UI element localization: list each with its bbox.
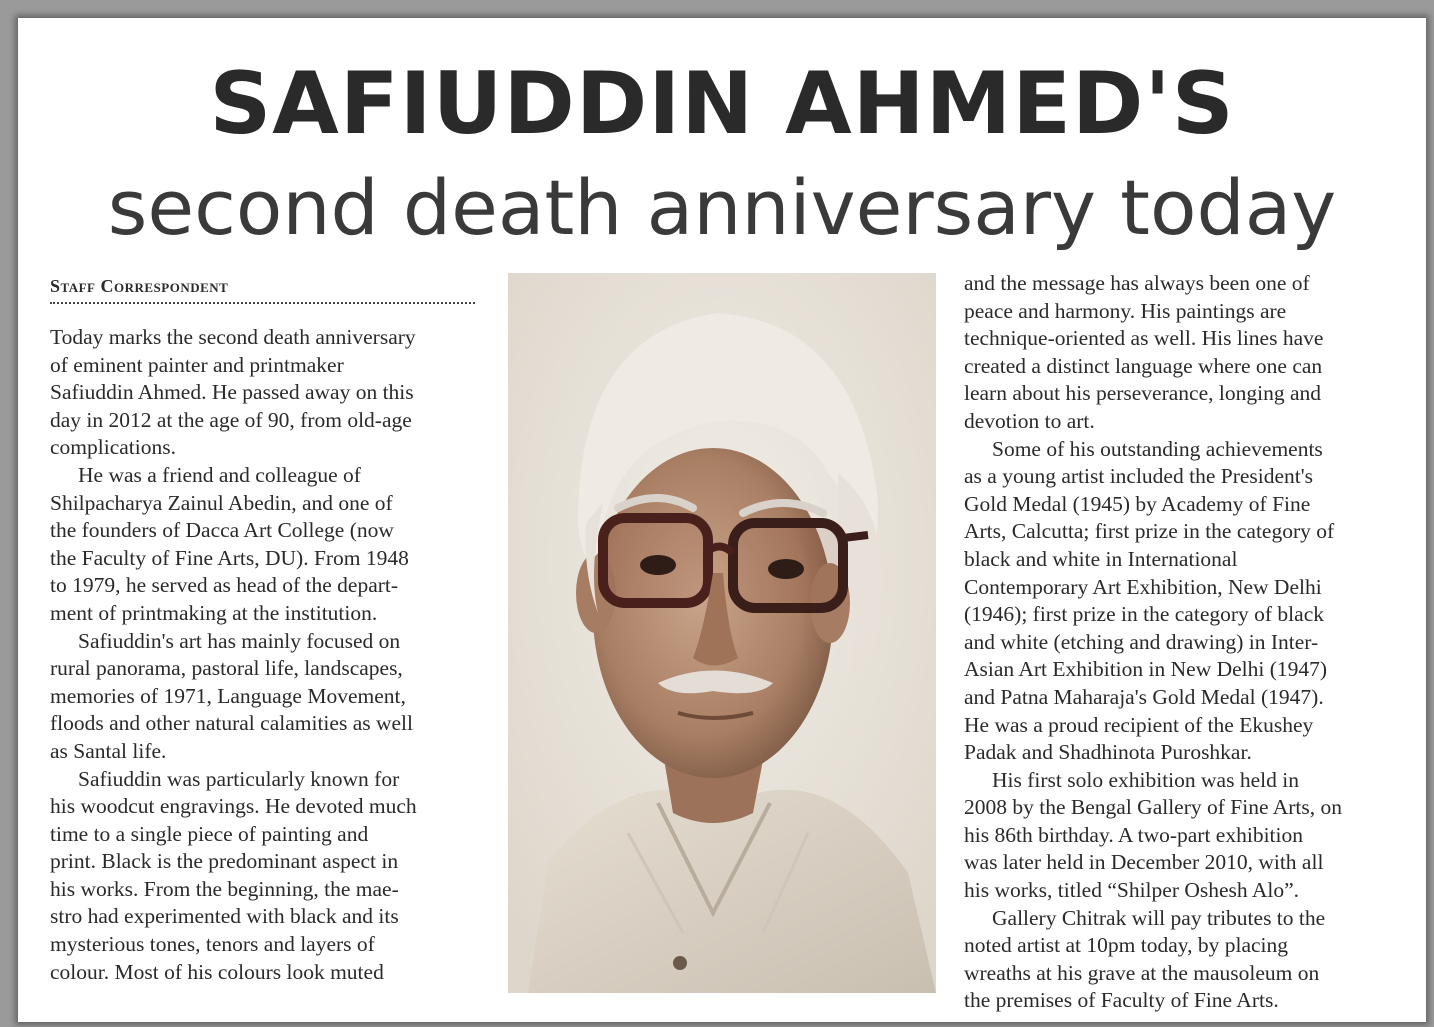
article-paragraph	[964, 270, 1404, 436]
text-line: (1946); first prize in the category of black	[964, 602, 1324, 627]
text-line: mysterious tones, tenors and layers of	[50, 932, 375, 957]
text-line: as a young artist included the President's	[964, 464, 1313, 489]
text-line: rural panorama, pastoral life, landscapes,	[50, 656, 403, 681]
text-line: learn about his perseverance, longing and	[964, 381, 1322, 406]
text-line: his works. From the beginning, the mae-	[50, 876, 399, 901]
text-line: Shilpacharya Zainul Abedin, and one of	[50, 490, 393, 515]
text-line: the founders of Dacca Art College (now	[50, 518, 394, 543]
text-line: wreaths at his grave at the mausoleum on	[964, 960, 1320, 985]
text-line: of eminent painter and printmaker	[50, 352, 344, 377]
text-line: Some of his outstanding achievements	[992, 436, 1323, 461]
text-line: and Patna Maharaja's Gold Medal (1947).	[964, 684, 1324, 709]
text-line: He was a friend and colleague of	[78, 462, 361, 487]
text-line: and the message has always been one of	[964, 271, 1310, 295]
text-line: complications.	[50, 435, 176, 460]
subheadline: second death anniversary today	[107, 163, 1337, 252]
text-line: was later held in December 2010, with all	[964, 850, 1324, 875]
article-paragraph	[964, 767, 1404, 905]
article-paragraph	[964, 436, 1404, 767]
text-line: peace and harmony. His paintings are	[964, 298, 1287, 323]
article-paragraph	[50, 462, 490, 628]
text-line: 2008 by the Bengal Gallery of Fine Arts, on	[964, 795, 1342, 820]
text-line: his woodcut engravings. He devoted much	[50, 794, 417, 819]
text-line: Asian Art Exhibition in New Delhi (1947)	[964, 657, 1328, 682]
text-line: print. Black is the predominant aspect in	[50, 849, 399, 874]
text-line: noted artist at 10pm today, by placing	[964, 933, 1289, 958]
text-line: his works, titled “Shilper Oshesh Alo”.	[964, 878, 1300, 903]
article-paragraph	[964, 905, 1404, 1015]
text-line: as Santal life.	[50, 738, 167, 763]
portrait-photo	[508, 273, 936, 993]
newspaper-clipping	[18, 18, 1426, 1022]
text-line: Arts, Calcutta; first prize in the category of	[964, 519, 1335, 544]
article-column-right	[964, 270, 1404, 1015]
text-line: Safiuddin's art has mainly focused on	[78, 628, 401, 653]
byline-divider	[50, 302, 475, 304]
byline: Staff Correspondent	[50, 276, 229, 296]
article-paragraph	[50, 766, 490, 987]
text-line: the Faculty of Fine Arts, DU). From 1948	[50, 545, 409, 570]
text-line: He was a proud recipient of the Ekushey	[964, 712, 1314, 737]
text-line: ment of printmaking at the institution.	[50, 600, 378, 625]
text-line: Safiuddin was particularly known for	[78, 766, 400, 791]
text-line: his 86th birthday. A two-part exhibition	[964, 822, 1303, 847]
text-line: colour. Most of his colours look muted	[50, 959, 384, 984]
text-line: His first solo exhibition was held in	[992, 767, 1299, 792]
text-line: stro had experimented with black and its	[50, 904, 399, 929]
text-line: the premises of Faculty of Fine Arts.	[964, 988, 1279, 1013]
text-line: to 1979, he served as head of the depart-	[50, 573, 399, 598]
text-line: black and white in International	[964, 546, 1238, 571]
text-line: technique-oriented as well. His lines have	[964, 326, 1324, 351]
text-line: devotion to art.	[964, 408, 1095, 433]
text-line: memories of 1971, Language Movement,	[50, 683, 406, 708]
article-paragraph	[50, 628, 490, 766]
headline: SAFIUDDIN AHMED'S	[209, 54, 1235, 154]
text-line: Today marks the second death anniversary	[50, 325, 416, 349]
text-line: Contemporary Art Exhibition, New Delhi	[964, 574, 1322, 599]
text-line: Gallery Chitrak will pay tributes to the	[992, 905, 1326, 930]
text-line: floods and other natural calamities as well	[50, 711, 413, 736]
text-line: and white (etching and drawing) in Inter-	[964, 629, 1319, 654]
text-line: Gold Medal (1945) by Academy of Fine	[964, 491, 1311, 516]
text-line: Safiuddin Ahmed. He passed away on this	[50, 380, 414, 405]
text-line: day in 2012 at the age of 90, from old-age	[50, 407, 412, 432]
text-line: Padak and Shadhinota Puroshkar.	[964, 740, 1252, 765]
article-column-left	[50, 324, 490, 986]
text-line: created a distinct language where one can	[964, 353, 1323, 378]
article-paragraph	[50, 324, 490, 462]
text-line: time to a single piece of painting and	[50, 821, 369, 846]
